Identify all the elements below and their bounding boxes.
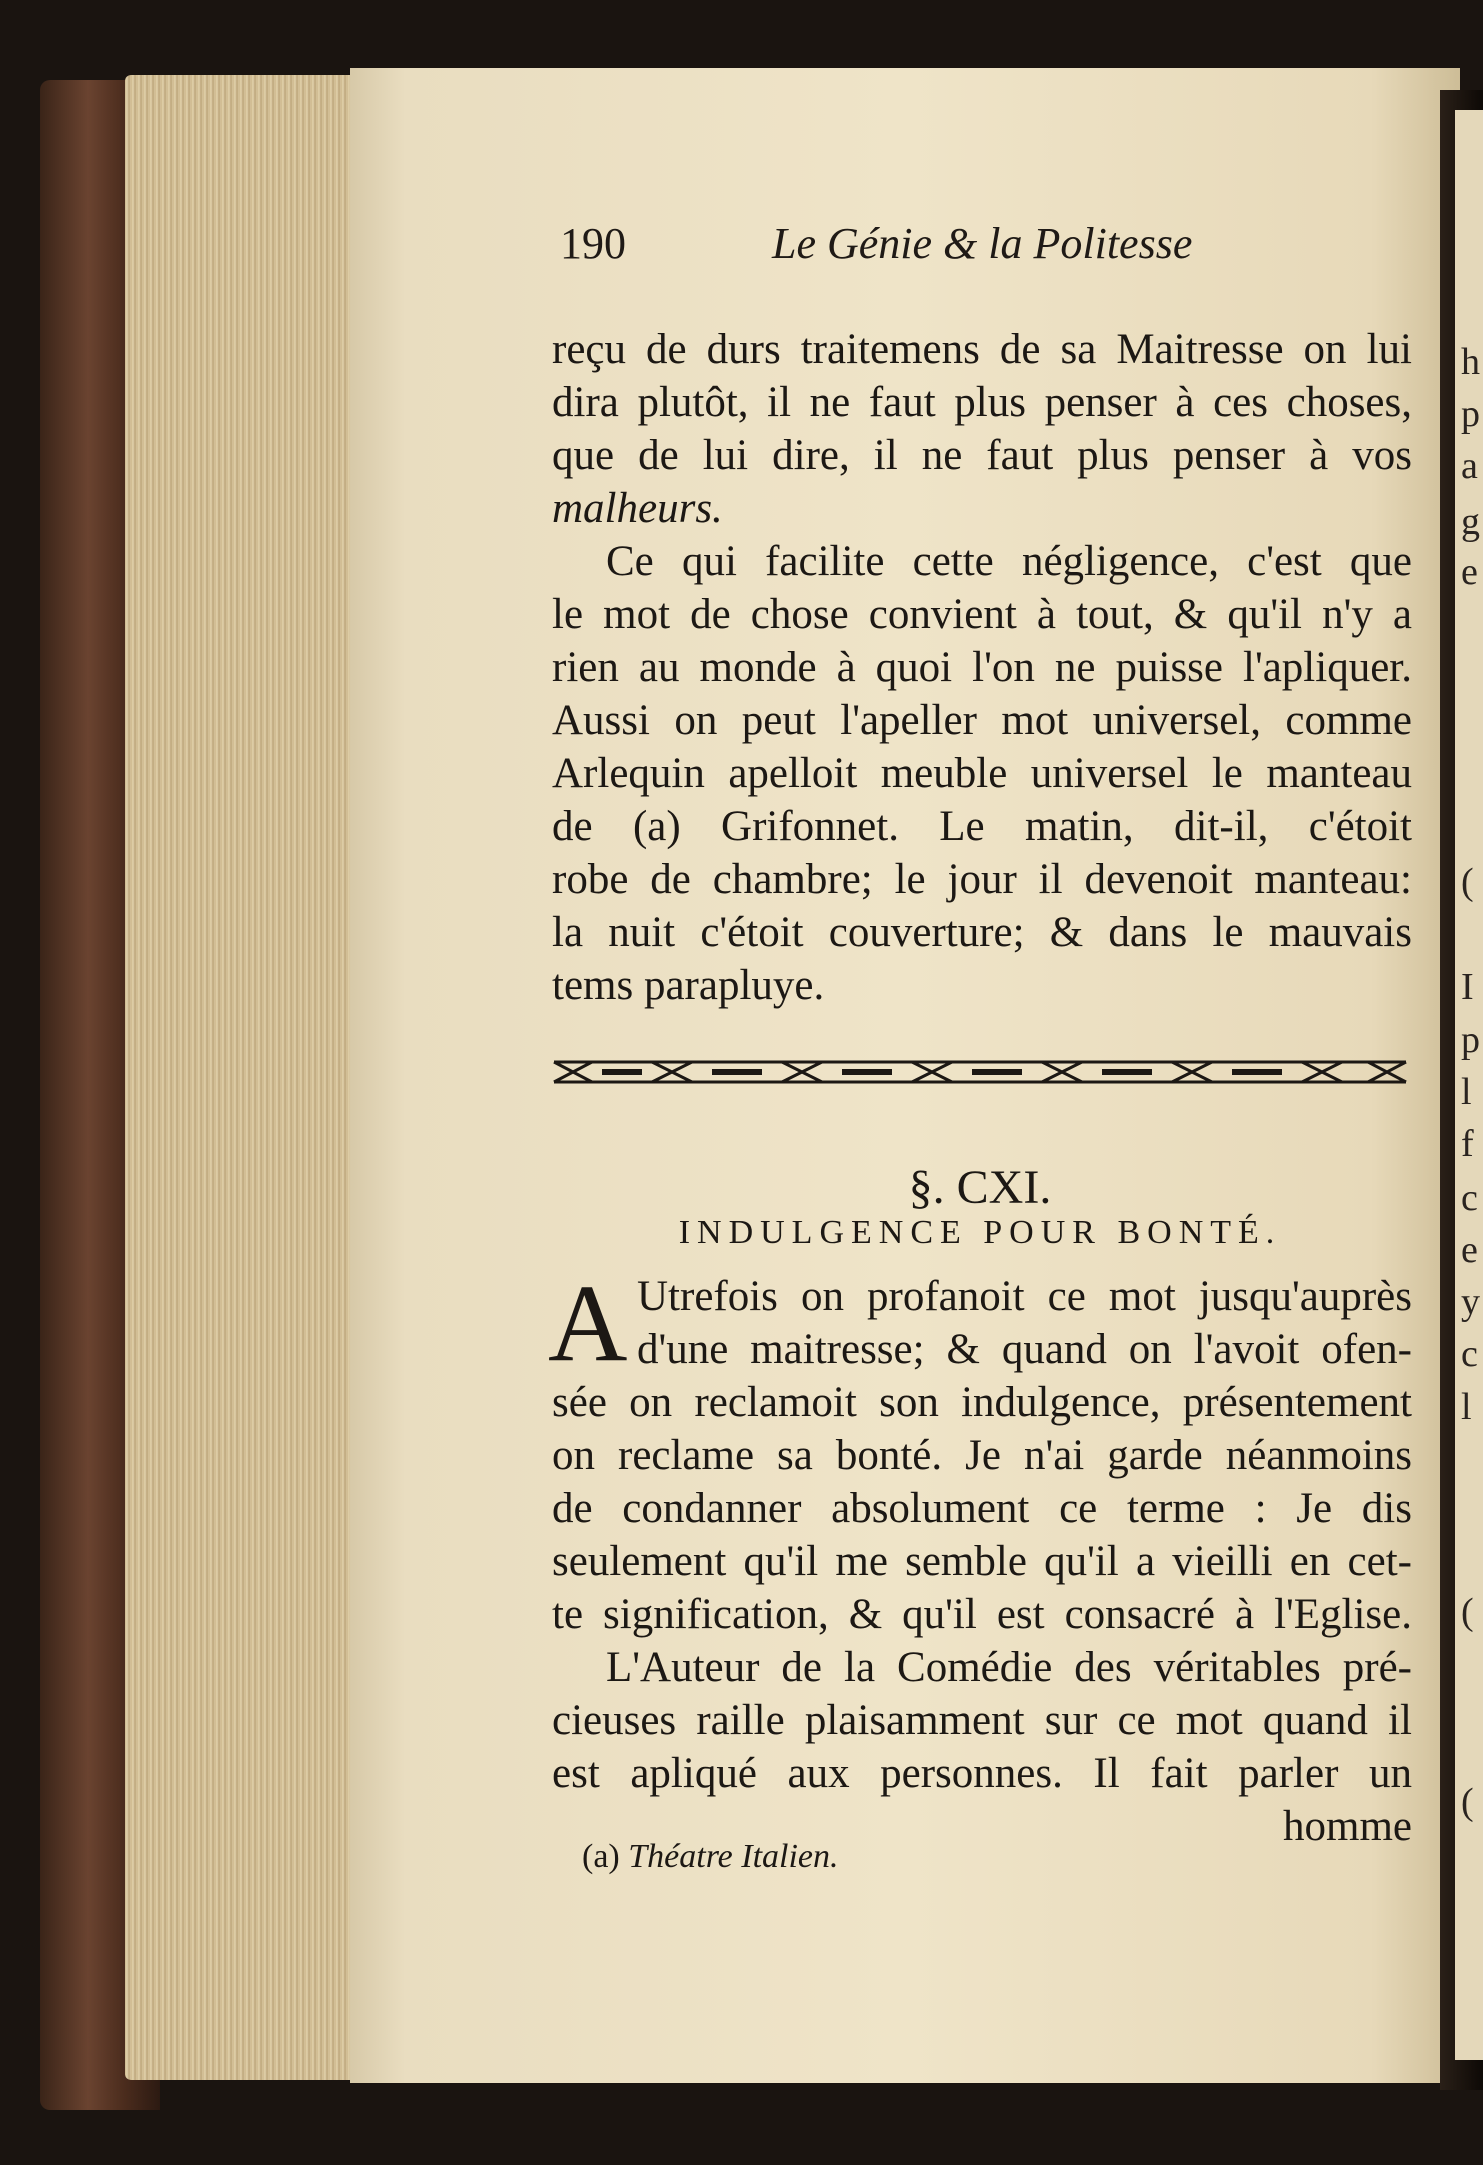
next-page-char: ( bbox=[1461, 861, 1474, 903]
next-page-char: h bbox=[1461, 341, 1480, 383]
page-number: 190 bbox=[560, 219, 626, 268]
footnote-source: Théatre Italien. bbox=[628, 1838, 839, 1875]
next-page-char: y bbox=[1461, 1281, 1480, 1323]
text-line: malheurs. bbox=[552, 485, 723, 532]
next-page-char: c bbox=[1461, 1177, 1478, 1219]
text-line: de (a) Grifonnet. Le matin, dit-il, c'étoit bbox=[552, 803, 1412, 850]
text-line: Ce qui facilite cette négligence, c'est que bbox=[606, 538, 1412, 585]
text-line: sée on reclamoit son indulgence, présentement bbox=[552, 1379, 1412, 1426]
running-title: Le Génie & la Politesse bbox=[772, 219, 1193, 268]
text-line: tems parapluye. bbox=[552, 962, 825, 1009]
text-line: te signification, & qu'il est consacré à l'Eglise. bbox=[552, 1591, 1412, 1638]
next-page-char: l bbox=[1461, 1071, 1472, 1113]
next-page-char: I bbox=[1461, 966, 1474, 1008]
text-line: d'une maitresse; & quand on l'avoit ofen- bbox=[637, 1326, 1412, 1373]
next-page-char: a bbox=[1461, 445, 1478, 487]
page-edges bbox=[125, 75, 355, 2080]
section-body bbox=[552, 1270, 1412, 1853]
text-line: le mot de chose convient à tout, & qu'il n'y a bbox=[552, 591, 1412, 638]
text-line: la nuit c'étoit couverture; & dans le mauvais bbox=[552, 909, 1412, 956]
catchword: homme bbox=[1283, 1803, 1412, 1850]
text-line: dira plutôt, il ne faut plus penser à ces choses, bbox=[552, 379, 1412, 426]
text-line: de condanner absolument ce terme : Je dis bbox=[552, 1485, 1412, 1532]
next-page-char: ( bbox=[1461, 1591, 1474, 1633]
next-page-char: g bbox=[1461, 501, 1480, 543]
text-line: Utrefois on profanoit ce mot jusqu'auprès bbox=[637, 1273, 1412, 1320]
text-line: on reclame sa bonté. Je n'ai garde néanmoins bbox=[552, 1432, 1412, 1479]
next-page-char: c bbox=[1461, 1333, 1478, 1375]
body-text bbox=[552, 323, 1412, 1012]
section-number: §. CXI. bbox=[908, 1161, 1052, 1214]
next-page-char: p bbox=[1461, 393, 1480, 435]
text-line: est apliqué aux personnes. Il fait parler un bbox=[552, 1750, 1412, 1797]
next-page-char: e bbox=[1461, 551, 1478, 593]
text-line: cieuses raille plaisamment sur ce mot quand il bbox=[552, 1697, 1412, 1744]
next-page-char: ( bbox=[1461, 1781, 1474, 1823]
text-line: Arlequin apelloit meuble universel le manteau bbox=[552, 750, 1412, 797]
text-line: rien au monde à quoi l'on ne puisse l'apliquer. bbox=[552, 644, 1412, 691]
text-line: Aussi on peut l'apeller mot universel, comme bbox=[552, 697, 1412, 744]
next-page-char: f bbox=[1461, 1123, 1474, 1165]
text-line: reçu de durs traitemens de sa Maitresse on lui bbox=[552, 326, 1412, 373]
next-page-char: l bbox=[1461, 1386, 1472, 1428]
text-line: que de lui dire, il ne faut plus penser à vos bbox=[552, 432, 1412, 479]
drop-cap: A bbox=[548, 1262, 628, 1384]
text-line: robe de chambre; le jour il devenoit manteau: bbox=[552, 856, 1412, 903]
text-line: L'Auteur de la Comédie des véritables pré- bbox=[606, 1644, 1412, 1691]
text-line: seulement qu'il me semble qu'il a vieilli en cet- bbox=[552, 1538, 1412, 1585]
footnote bbox=[582, 1838, 839, 1876]
section-title: INDULGENCE POUR BONTÉ. bbox=[678, 1214, 1282, 1251]
next-page-char: p bbox=[1461, 1019, 1480, 1061]
next-page-char: e bbox=[1461, 1229, 1478, 1271]
footnote-marker: (a) bbox=[582, 1838, 620, 1875]
ornament-divider bbox=[552, 1052, 1408, 1092]
